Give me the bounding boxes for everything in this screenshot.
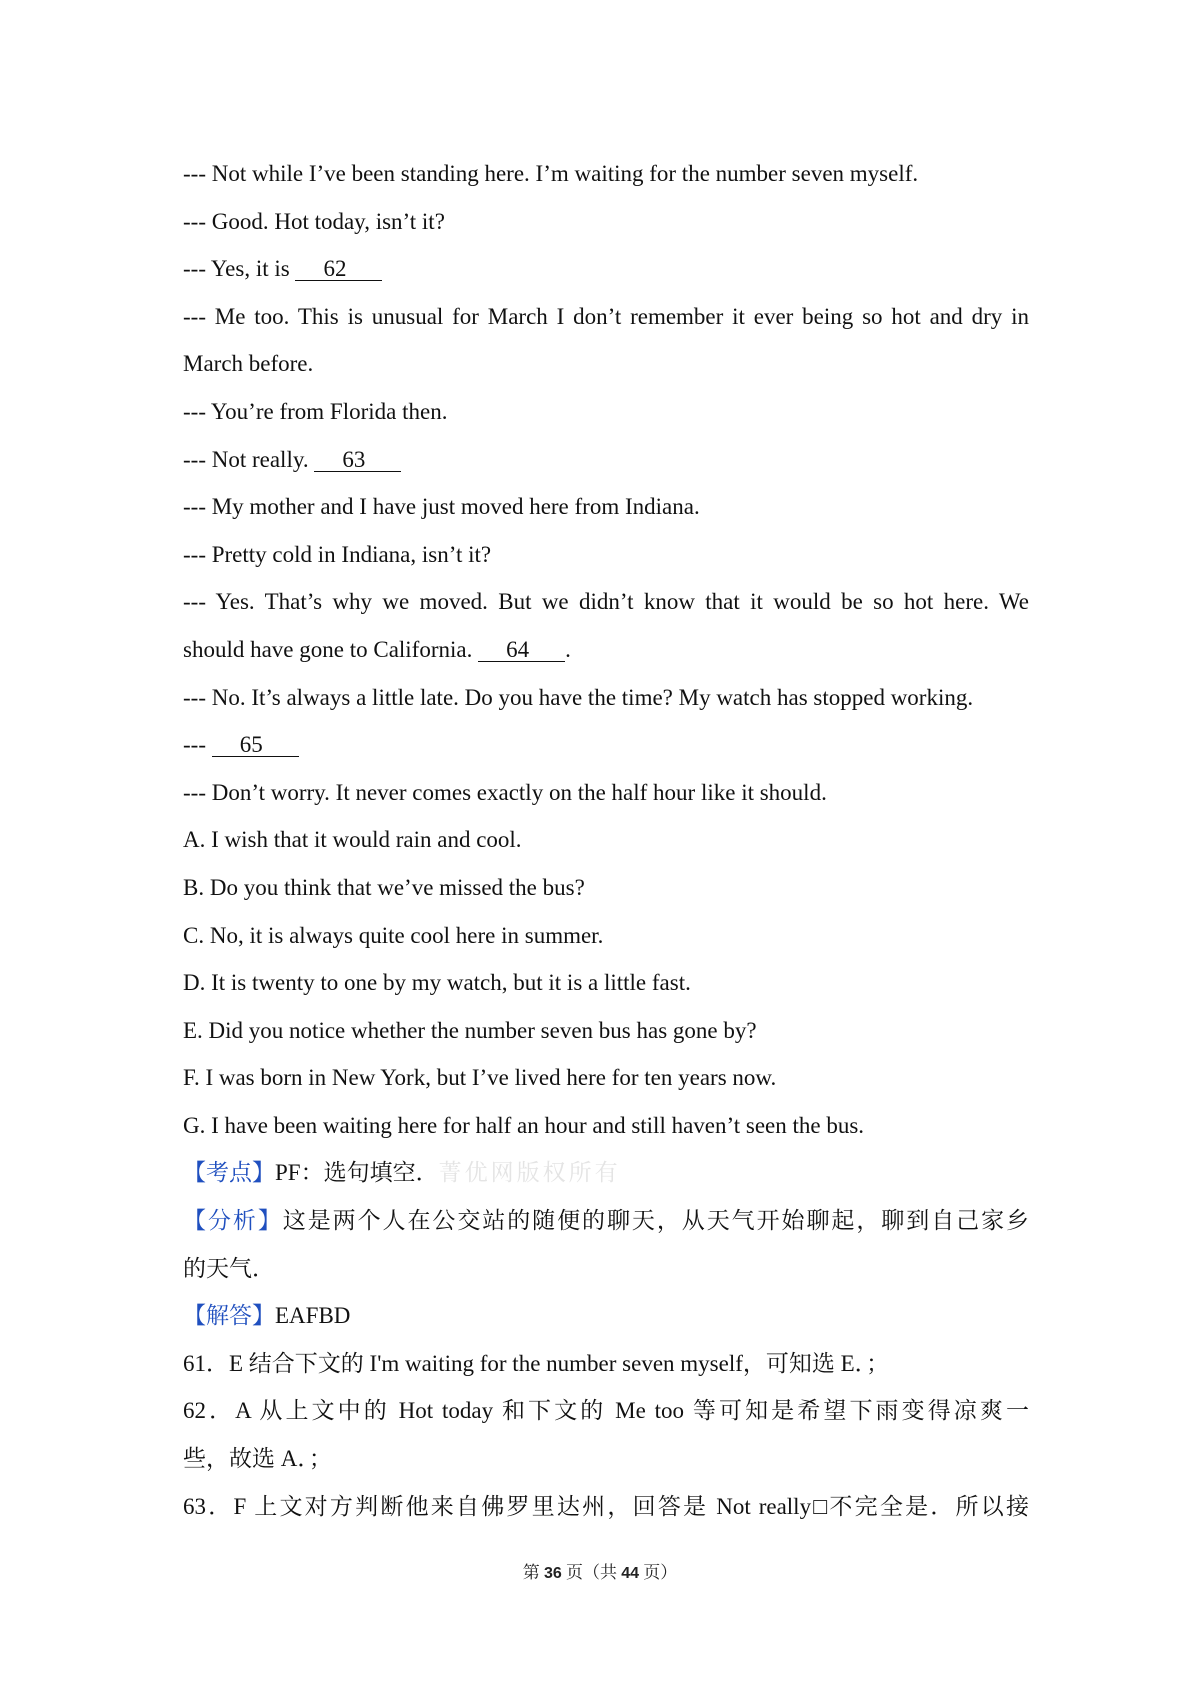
blank-62: [295, 258, 382, 281]
kaodian-label: 【考点】: [183, 1160, 275, 1186]
dialogue-line-6: [183, 436, 1029, 484]
dialogue-line-9a: --- Yes. That’s why we moved. But we didn’t know that it would be so hot here. We: [183, 589, 1029, 615]
option-g: G. I have been waiting here for half an hour and still haven’t seen the bus.: [183, 1112, 865, 1138]
blank-64: [478, 636, 565, 662]
dialogue-line-6-text: --- Not really.: [183, 446, 315, 472]
dialogue-line-4b: March before.: [183, 351, 314, 377]
dialogue-line-12: --- Don’t worry. It never comes exactly on the half hour like it should.: [183, 779, 827, 805]
blank-62-number: 62: [323, 256, 347, 282]
footer-page-number: 36: [543, 1565, 562, 1582]
option-b: B. Do you think that we’ve missed the bus?: [183, 874, 585, 900]
answer-62a: 62．A 从上文中的 Hot today 和下文的 Me too 等可知是希望下雨变得凉爽一: [183, 1398, 1029, 1424]
fenxi-text-a: 这是两个人在公交站的随便的聊天，从天气开始聊起，聊到自己家乡: [282, 1208, 1030, 1234]
dialogue-line-9b-period: .: [565, 636, 571, 662]
dialogue-line-4a: --- Me too. This is unusual for March I don’t remember it ever being so hot and dry in: [183, 303, 1029, 329]
option-a: A. I wish that it would rain and cool.: [183, 827, 522, 853]
dialogue-line-1: --- Not while I’ve been standing here. I’m waiting for the number seven myself.: [183, 161, 919, 186]
answer-62b: 些，故选 A．；: [183, 1446, 332, 1472]
dialogue-line-9b: [183, 626, 1029, 674]
dialogue-line-3-text: --- Yes, it is: [183, 256, 296, 282]
jieda-label: 【解答】: [183, 1303, 275, 1329]
fenxi-label: 【分析】: [183, 1208, 283, 1234]
dialogue-line-2: --- Good. Hot today, isn’t it?: [183, 208, 445, 234]
dialogue-line-11: [183, 721, 1029, 769]
dialogue-line-10: --- No. It’s always a little late. Do you have the time? My watch has stopped working.: [183, 684, 974, 710]
answer-61: 61．E 结合下文的 I'm waiting for the number seven myself，可知选 E．；: [183, 1350, 890, 1376]
blank-65: [212, 734, 299, 757]
dialogue-line-7: --- My mother and I have just moved here from Indiana.: [183, 494, 700, 520]
blank-65-number: 65: [239, 732, 263, 758]
watermark-text: 菁优网版权所有: [438, 1160, 621, 1186]
page-footer: [0, 1558, 1200, 1583]
dialogue-line-11-text: ---: [183, 732, 212, 758]
jieda-text: EAFBD: [275, 1303, 351, 1329]
footer-pre: 第: [522, 1563, 544, 1582]
option-d: D. It is twenty to one by my watch, but it is a little fast.: [183, 970, 691, 996]
dialogue-line-8: --- Pretty cold in Indiana, isn’t it?: [183, 541, 492, 567]
footer-total-pages: 44: [621, 1565, 640, 1582]
jieda-line: [183, 1292, 1029, 1340]
footer-mid: 页（共: [561, 1563, 622, 1582]
option-c: C. No, it is always quite cool here in summer.: [183, 922, 604, 948]
answer-63: 63．F 上文对方判断他来自佛罗里达州，回答是 Not really□不完全是．所以接: [183, 1493, 1029, 1519]
blank-64-number: 64: [506, 636, 530, 662]
fenxi-line-b: 的天气．: [183, 1255, 275, 1281]
option-e: E. Did you notice whether the number seven bus has gone by?: [183, 1017, 757, 1043]
kaodian-line: [183, 1149, 1029, 1197]
dialogue-line-5: --- You’re from Florida then.: [183, 398, 448, 424]
kaodian-text: PF：选句填空．: [275, 1160, 439, 1186]
blank-63-number: 63: [342, 446, 366, 472]
option-f: F. I was born in New York, but I’ve lived here for ten years now.: [183, 1065, 777, 1091]
page-content: [183, 150, 1029, 1530]
fenxi-line-a: [183, 1197, 1029, 1245]
dialogue-line-3: [183, 245, 1029, 293]
dialogue-line-9b-text: should have gone to California.: [183, 636, 479, 662]
footer-post: 页）: [639, 1563, 678, 1582]
blank-63: [314, 446, 401, 472]
